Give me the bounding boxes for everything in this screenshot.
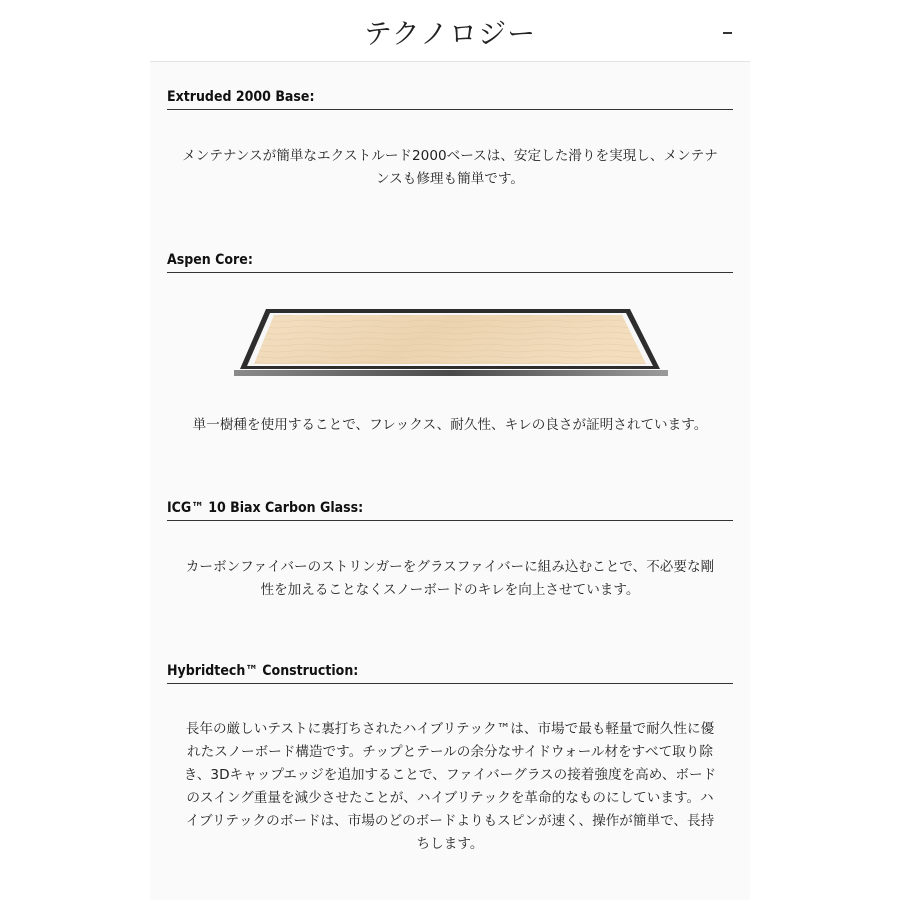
minus-icon bbox=[723, 32, 732, 34]
collapse-toggle[interactable] bbox=[721, 19, 735, 45]
body-line: のスイング重量を減少させたことが、ハイブリテックを革命的なものにしています。ハ bbox=[186, 790, 714, 806]
body-line: 単一樹種を使用することで、フレックス、耐久性、キレの良さが証明されています。 bbox=[192, 417, 708, 433]
page-title: テクノロジー bbox=[363, 17, 537, 50]
body-line: き、3Dキャップエッジを追加することで、ファイバーグラスの接着強度を高め、ボード bbox=[183, 767, 717, 783]
technology-accordion-header[interactable] bbox=[150, 5, 750, 62]
body-line: カーボンファイバーのストリンガーをグラスファイバーに組み込むことで、不必要な剛 bbox=[185, 559, 715, 575]
section-body-hybridtech bbox=[167, 718, 733, 856]
body-line: ンスも修理も簡単です。 bbox=[375, 171, 525, 187]
aspen-core-wood-image bbox=[232, 306, 670, 378]
body-line: 性を加えることなくスノーボードのキレを向上させています。 bbox=[260, 582, 640, 598]
body-line: メンテナンスが簡単なエクストルード2000ベースは、安定した滑りを実現し、メンテナ bbox=[182, 148, 718, 164]
section-body-icg-carbon-glass bbox=[167, 556, 733, 602]
section-heading-extruded-base: Extruded 2000 Base: bbox=[167, 88, 733, 110]
body-line: 長年の厳しいテストに裏打ちされたハイブリテック™は、市場で最も軽量で耐久性に優 bbox=[185, 721, 715, 737]
section-body-aspen-core bbox=[167, 414, 733, 437]
section-body-extruded-base bbox=[167, 145, 733, 191]
section-heading-aspen-core: Aspen Core: bbox=[167, 251, 733, 273]
body-line: イブリテックのボードは、市場のどのボードよりもスピンが速く、操作が簡単で、長持 bbox=[185, 813, 715, 829]
body-line: ちします。 bbox=[416, 836, 484, 852]
body-line: れたスノーボード構造です。チップとテールの余分なサイドウォール材をすべて取り除 bbox=[187, 744, 713, 760]
section-heading-hybridtech: Hybridtech™ Construction: bbox=[167, 662, 733, 684]
section-heading-icg-carbon-glass: ICG™ 10 Biax Carbon Glass: bbox=[167, 499, 733, 521]
